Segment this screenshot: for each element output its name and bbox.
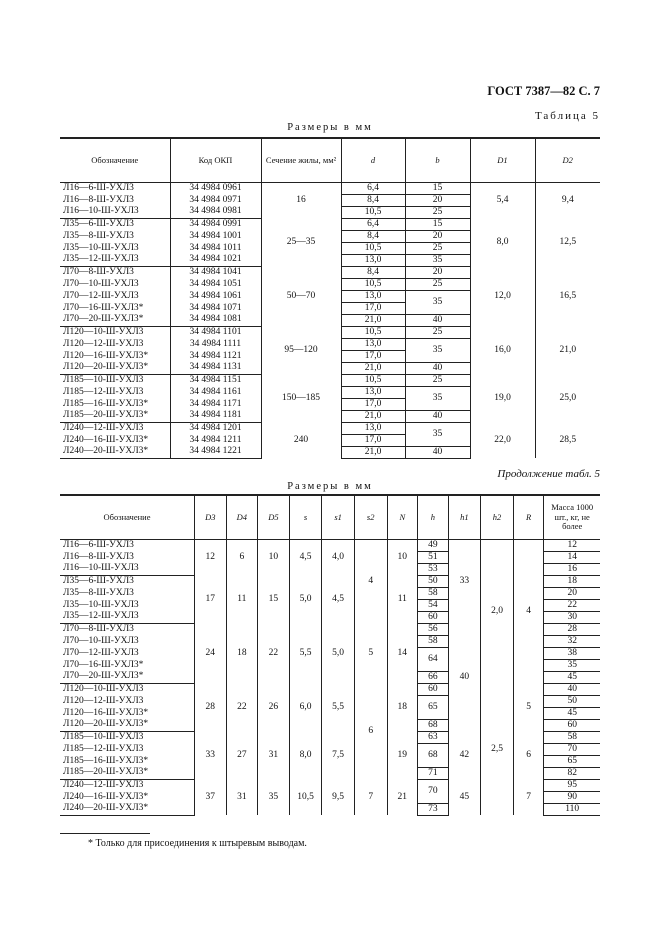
d5-cell: 10 [258, 539, 290, 575]
n-cell: 14 [387, 623, 418, 683]
designation-cell: Л240—16-Ш-УХЛ3* [63, 791, 149, 802]
d-cell: 17,0 [341, 398, 405, 410]
d-cell: 17,0 [341, 302, 405, 314]
designation-cell: Л240—12-Ш-УХЛ3 [63, 422, 144, 433]
table-row [60, 683, 600, 695]
designation-cell: Л185—12-Ш-УХЛ3 [63, 386, 144, 397]
page-header: ГОСТ 7387—82 С. 7 [487, 84, 600, 98]
mass-cell: 12 [544, 539, 600, 551]
col2-h2: h2 [481, 495, 514, 539]
s2-cell: 6 [354, 683, 387, 779]
r-cell: 7 [513, 779, 544, 815]
section-cell: 150—185 [261, 374, 341, 422]
d2-cell: 9,4 [535, 182, 600, 218]
designation-cell: Л185—16-Ш-УХЛ3* [63, 398, 149, 409]
b-cell: 25 [405, 278, 470, 290]
designation-cell: Л240—16-Ш-УХЛ3* [63, 434, 149, 445]
r-cell: 6 [513, 731, 544, 779]
okp-code-cell: 34 4984 1071 [170, 302, 261, 314]
table-5 [60, 137, 600, 459]
okp-code-cell: 34 4984 1041 [170, 266, 261, 278]
col-b: b [405, 138, 470, 182]
mass-cell: 14 [544, 551, 600, 563]
d-cell: 6,4 [341, 182, 405, 194]
okp-code-cell: 34 4984 1151 [170, 374, 261, 386]
b-cell: 35 [405, 338, 470, 362]
d-cell: 21,0 [341, 446, 405, 458]
d1-cell: 5,4 [470, 182, 535, 218]
h-cell: 51 [418, 551, 449, 563]
b-cell: 35 [405, 386, 470, 410]
h-cell: 71 [418, 767, 449, 779]
d2-cell: 16,5 [535, 266, 600, 326]
table-row [60, 182, 600, 194]
d-cell: 13,0 [341, 422, 405, 434]
s1-cell: 4,5 [322, 575, 355, 623]
h-cell: 68 [418, 719, 449, 731]
col-designation: Обозначение [60, 138, 170, 182]
designation-cell: Л35—8-Ш-УХЛ3 [63, 230, 134, 241]
designation-cell: Л240—20-Ш-УХЛ3* [60, 803, 194, 815]
col2-r: R [513, 495, 544, 539]
designation-cell: Л185—20-Ш-УХЛ3* [60, 410, 170, 422]
d1-cell: 22,0 [470, 422, 535, 458]
d-cell: 21,0 [341, 362, 405, 374]
designation-cell: Л16—8-Ш-УХЛ3 [63, 194, 134, 205]
table-row [60, 326, 600, 338]
d3-cell: 28 [194, 683, 226, 731]
r-cell: 4 [513, 539, 544, 683]
mass-cell: 110 [544, 803, 600, 815]
h-cell: 60 [418, 611, 449, 623]
designation-cell: Л70—12-Ш-УХЛ3 [63, 647, 139, 658]
section-cell: 50—70 [261, 266, 341, 326]
mass-cell: 45 [544, 671, 600, 683]
b-cell: 40 [405, 410, 470, 422]
table-row [60, 374, 600, 386]
col2-n: N [387, 495, 418, 539]
designation-cell: Л16—6-Ш-УХЛ3 [63, 182, 134, 193]
table2-tag: Продолжение табл. 5 [497, 468, 600, 480]
b-cell: 35 [405, 422, 470, 446]
okp-code-cell: 34 4984 1081 [170, 314, 261, 326]
h-cell: 65 [418, 695, 449, 719]
okp-code-cell: 34 4984 1001 [170, 230, 261, 242]
designation-cell: Л16—10-Ш-УХЛ3 [60, 206, 170, 218]
footnote-rule [60, 833, 150, 834]
s1-cell: 5,5 [322, 683, 355, 731]
section-cell: 240 [261, 422, 341, 458]
d1-cell: 8,0 [470, 218, 535, 266]
mass-cell: 18 [544, 575, 600, 587]
d-cell: 6,4 [341, 218, 405, 230]
okp-code-cell: 34 4984 0981 [170, 206, 261, 218]
designation-cell: Л70—20-Ш-УХЛ3* [60, 671, 194, 683]
d5-cell: 31 [258, 731, 290, 779]
s1-cell: 4,0 [322, 539, 355, 575]
s-cell: 5,0 [289, 575, 322, 623]
s-cell: 4,5 [289, 539, 322, 575]
s-cell: 6,0 [289, 683, 322, 731]
designation-cell: Л185—20-Ш-УХЛ3* [60, 767, 194, 779]
h-cell: 58 [418, 587, 449, 599]
b-cell: 40 [405, 446, 470, 458]
mass-cell: 82 [544, 767, 600, 779]
s1-cell: 7,5 [322, 731, 355, 779]
d-cell: 10,5 [341, 206, 405, 218]
h-cell: 63 [418, 731, 449, 743]
col2-d4: D4 [226, 495, 258, 539]
b-cell: 40 [405, 362, 470, 374]
s1-cell: 5,0 [322, 623, 355, 683]
d-cell: 8,4 [341, 230, 405, 242]
d-cell: 13,0 [341, 290, 405, 302]
h1-cell: 40 [448, 623, 481, 731]
table-row [60, 731, 600, 743]
designation-cell: Л120—12-Ш-УХЛ3 [63, 338, 144, 349]
designation-cell: Л120—20-Ш-УХЛ3* [60, 719, 194, 731]
d-cell: 13,0 [341, 386, 405, 398]
mass-cell: 28 [544, 623, 600, 635]
b-cell: 20 [405, 266, 470, 278]
s-cell: 8,0 [289, 731, 322, 779]
table2-title: Размеры в мм [287, 481, 373, 492]
designation-cell: Л70—12-Ш-УХЛ3 [63, 290, 139, 301]
mass-cell: 90 [544, 791, 600, 803]
d4-cell: 18 [226, 623, 258, 683]
okp-code-cell: 34 4984 1051 [170, 278, 261, 290]
d-cell: 13,0 [341, 338, 405, 350]
designation-cell: Л35—8-Ш-УХЛ3 [63, 587, 134, 598]
designation-cell: Л70—8-Ш-УХЛ3 [63, 623, 134, 634]
mass-cell: 70 [544, 743, 600, 755]
designation-cell: Л16—8-Ш-УХЛ3 [63, 551, 134, 562]
d-cell: 10,5 [341, 326, 405, 338]
h-cell: 50 [418, 575, 449, 587]
designation-cell: Л35—6-Ш-УХЛ3 [63, 575, 134, 586]
col2-s2: s2 [354, 495, 387, 539]
table-row [60, 779, 600, 791]
designation-cell: Л120—12-Ш-УХЛ3 [63, 695, 144, 706]
d2-cell: 12,5 [535, 218, 600, 266]
col2-h1: h1 [448, 495, 481, 539]
col-okp-code: Код ОКП [170, 138, 261, 182]
d1-cell: 16,0 [470, 326, 535, 374]
mass-cell: 30 [544, 611, 600, 623]
d4-cell: 31 [226, 779, 258, 815]
col-section: Сечение жилы, мм² [261, 138, 341, 182]
okp-code-cell: 34 4984 1121 [170, 350, 261, 362]
s1-cell: 9,5 [322, 779, 355, 815]
okp-code-cell: 34 4984 0991 [170, 218, 261, 230]
okp-code-cell: 34 4984 0971 [170, 194, 261, 206]
d5-cell: 35 [258, 779, 290, 815]
h-cell: 70 [418, 779, 449, 803]
r-cell: 5 [513, 683, 544, 731]
d5-cell: 26 [258, 683, 290, 731]
designation-cell: Л35—10-Ш-УХЛ3 [63, 599, 139, 610]
d-cell: 10,5 [341, 374, 405, 386]
table-row [60, 539, 600, 551]
mass-cell: 16 [544, 563, 600, 575]
okp-code-cell: 34 4984 0961 [170, 182, 261, 194]
table-row [60, 266, 600, 278]
b-cell: 25 [405, 326, 470, 338]
col2-d3: D3 [194, 495, 226, 539]
designation-cell: Л120—20-Ш-УХЛ3* [60, 362, 170, 374]
designation-cell: Л185—10-Ш-УХЛ3 [63, 374, 144, 385]
col2-mass: Масса 1000 шт., кг, не более [544, 495, 600, 539]
mass-cell: 65 [544, 755, 600, 767]
h1-cell: 45 [448, 779, 481, 815]
s-cell: 5,5 [289, 623, 322, 683]
col2-s1: s1 [322, 495, 355, 539]
section-cell: 95—120 [261, 326, 341, 374]
d5-cell: 15 [258, 575, 290, 623]
h-cell: 56 [418, 623, 449, 635]
designation-cell: Л70—10-Ш-УХЛ3 [63, 278, 139, 289]
designation-cell: Л35—6-Ш-УХЛ3 [63, 218, 134, 229]
okp-code-cell: 34 4984 1171 [170, 398, 261, 410]
okp-code-cell: 34 4984 1011 [170, 242, 261, 254]
mass-cell: 32 [544, 635, 600, 647]
table1-tag: Таблица 5 [534, 110, 600, 122]
okp-code-cell: 34 4984 1021 [170, 254, 261, 266]
d1-cell: 19,0 [470, 374, 535, 422]
d3-cell: 17 [194, 575, 226, 623]
designation-cell: Л120—10-Ш-УХЛ3 [63, 683, 144, 694]
b-cell: 20 [405, 194, 470, 206]
okp-code-cell: 34 4984 1111 [170, 338, 261, 350]
mass-cell: 20 [544, 587, 600, 599]
d-cell: 21,0 [341, 314, 405, 326]
designation-cell: Л35—12-Ш-УХЛ3 [60, 254, 170, 266]
okp-code-cell: 34 4984 1221 [170, 446, 261, 458]
b-cell: 25 [405, 206, 470, 218]
col2-h: h [418, 495, 449, 539]
n-cell: 10 [387, 539, 418, 575]
d4-cell: 11 [226, 575, 258, 623]
n-cell: 11 [387, 575, 418, 623]
designation-cell: Л16—6-Ш-УХЛ3 [63, 539, 134, 550]
h-cell: 73 [418, 803, 449, 815]
b-cell: 25 [405, 242, 470, 254]
b-cell: 40 [405, 314, 470, 326]
d-cell: 10,5 [341, 278, 405, 290]
col-d: d [341, 138, 405, 182]
col2-s: s [289, 495, 322, 539]
d-cell: 8,4 [341, 194, 405, 206]
table-row [60, 218, 600, 230]
h-cell: 49 [418, 539, 449, 551]
h-cell: 58 [418, 635, 449, 647]
b-cell: 35 [405, 254, 470, 266]
s-cell: 10,5 [289, 779, 322, 815]
h-cell: 64 [418, 647, 449, 671]
s2-cell: 4 [354, 539, 387, 623]
designation-cell: Л16—10-Ш-УХЛ3 [60, 563, 194, 575]
col2-d5: D5 [258, 495, 290, 539]
mass-cell: 35 [544, 659, 600, 671]
table1-title: Размеры в мм [287, 122, 373, 133]
s2-cell: 7 [354, 779, 387, 815]
d4-cell: 27 [226, 731, 258, 779]
b-cell: 20 [405, 230, 470, 242]
designation-cell: Л240—20-Ш-УХЛ3* [60, 446, 170, 458]
footnote: * Только для присоединения к штыревым выводам. [88, 838, 307, 849]
table-5-continued [60, 494, 600, 816]
h1-cell: 42 [448, 731, 481, 779]
okp-code-cell: 34 4984 1181 [170, 410, 261, 422]
okp-code-cell: 34 4984 1211 [170, 434, 261, 446]
d2-cell: 25,0 [535, 374, 600, 422]
n-cell: 18 [387, 683, 418, 731]
b-cell: 25 [405, 374, 470, 386]
d3-cell: 24 [194, 623, 226, 683]
table2-header-row [60, 495, 600, 539]
d4-cell: 6 [226, 539, 258, 575]
designation-cell: Л35—12-Ш-УХЛ3 [60, 611, 194, 623]
designation-cell: Л120—16-Ш-УХЛ3* [63, 707, 149, 718]
d3-cell: 33 [194, 731, 226, 779]
d2-cell: 28,5 [535, 422, 600, 458]
d-cell: 17,0 [341, 350, 405, 362]
b-cell: 15 [405, 218, 470, 230]
h-cell: 60 [418, 683, 449, 695]
designation-cell: Л70—20-Ш-УХЛ3* [60, 314, 170, 326]
d-cell: 21,0 [341, 410, 405, 422]
n-cell: 21 [387, 779, 418, 815]
designation-cell: Л70—10-Ш-УХЛ3 [63, 635, 139, 646]
section-cell: 16 [261, 182, 341, 218]
d2-cell: 21,0 [535, 326, 600, 374]
okp-code-cell: 34 4984 1131 [170, 362, 261, 374]
d-cell: 17,0 [341, 434, 405, 446]
h1-cell: 33 [448, 539, 481, 623]
d3-cell: 12 [194, 539, 226, 575]
designation-cell: Л185—16-Ш-УХЛ3* [63, 755, 149, 766]
designation-cell: Л185—12-Ш-УХЛ3 [63, 743, 144, 754]
designation-cell: Л70—8-Ш-УХЛ3 [63, 266, 134, 277]
mass-cell: 38 [544, 647, 600, 659]
mass-cell: 50 [544, 695, 600, 707]
okp-code-cell: 34 4984 1061 [170, 290, 261, 302]
mass-cell: 60 [544, 719, 600, 731]
mass-cell: 45 [544, 707, 600, 719]
designation-cell: Л120—16-Ш-УХЛ3* [63, 350, 149, 361]
h2-cell: 2,5 [481, 683, 514, 815]
s2-cell: 5 [354, 623, 387, 683]
d-cell: 10,5 [341, 242, 405, 254]
okp-code-cell: 34 4984 1201 [170, 422, 261, 434]
d1-cell: 12,0 [470, 266, 535, 326]
designation-cell: Л120—10-Ш-УХЛ3 [63, 326, 144, 337]
table-row [60, 422, 600, 434]
h2-cell: 2,0 [481, 539, 514, 683]
mass-cell: 95 [544, 779, 600, 791]
section-cell: 25—35 [261, 218, 341, 266]
table1-header-row [60, 138, 600, 182]
designation-cell: Л35—10-Ш-УХЛ3 [63, 242, 139, 253]
h-cell: 66 [418, 671, 449, 683]
h-cell: 54 [418, 599, 449, 611]
b-cell: 15 [405, 182, 470, 194]
mass-cell: 58 [544, 731, 600, 743]
col2-designation: Обозначение [60, 495, 194, 539]
designation-cell: Л185—10-Ш-УХЛ3 [63, 731, 144, 742]
mass-cell: 22 [544, 599, 600, 611]
n-cell: 19 [387, 731, 418, 779]
d3-cell: 37 [194, 779, 226, 815]
h-cell: 53 [418, 563, 449, 575]
okp-code-cell: 34 4984 1161 [170, 386, 261, 398]
designation-cell: Л240—12-Ш-УХЛ3 [63, 779, 144, 790]
okp-code-cell: 34 4984 1101 [170, 326, 261, 338]
d5-cell: 22 [258, 623, 290, 683]
b-cell: 35 [405, 290, 470, 314]
d-cell: 13,0 [341, 254, 405, 266]
mass-cell: 40 [544, 683, 600, 695]
col-d1: D1 [470, 138, 535, 182]
designation-cell: Л70—16-Ш-УХЛ3* [63, 659, 144, 670]
col-d2: D2 [535, 138, 600, 182]
designation-cell: Л70—16-Ш-УХЛ3* [63, 302, 144, 313]
d-cell: 8,4 [341, 266, 405, 278]
d4-cell: 22 [226, 683, 258, 731]
h-cell: 68 [418, 743, 449, 767]
